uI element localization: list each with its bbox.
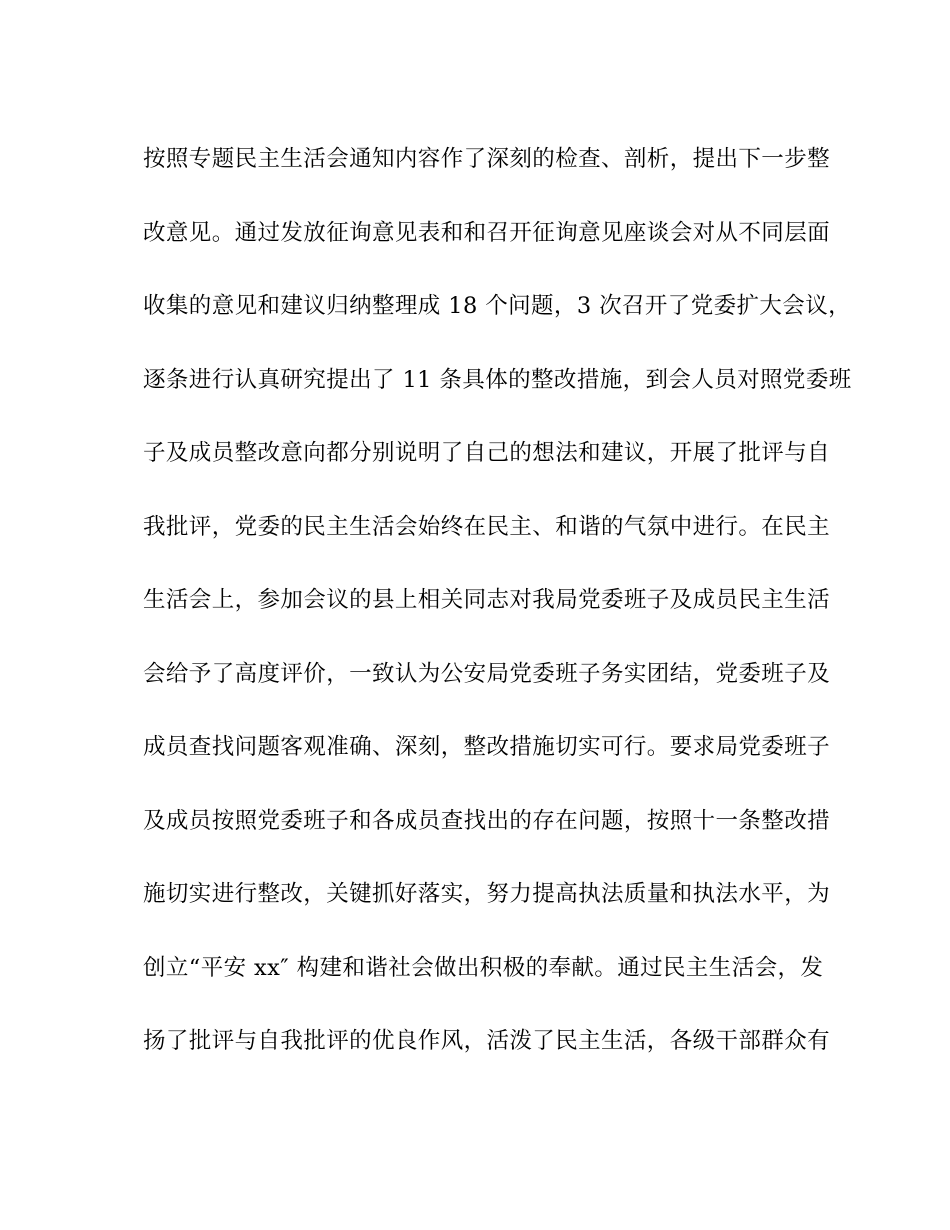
text-line: 改意见。通过发放征询意见表和和召开征询意见座谈会对从不同层面 bbox=[143, 219, 831, 246]
text-line: 创立“平安 xx″ 构建和谐社会做出积极的奉献。通过民主生活会，发 bbox=[143, 954, 824, 981]
text-line: 按照专题民主生活会通知内容作了深刻的检查、剖析，提出下一步整 bbox=[143, 146, 831, 172]
text-line: 会给予了高度评价，一致认为公安局党委班子务实团结，党委班子及 bbox=[143, 660, 831, 687]
text-line: 生活会上，参加会议的县上相关同志对我局党委班子及成员民主生活 bbox=[143, 587, 831, 613]
text-line: 施切实进行整改，关键抓好落实，努力提高执法质量和执法水平，为 bbox=[143, 881, 831, 907]
text-line: 成员查找问题客观准确、深刻，整改措施切实可行。要求局党委班子 bbox=[143, 734, 831, 760]
text-line: 收集的意见和建议归纳整理成 18 个问题，3 次召开了党委扩大会议， bbox=[143, 293, 852, 319]
text-line: 扬了批评与自我批评的优良作风，活泼了民主生活，各级干部群众有 bbox=[143, 1028, 831, 1054]
text-line: 逐条进行认真研究提出了 11 条具体的整改措施，到会人员对照党委班 bbox=[143, 366, 852, 393]
body-text bbox=[143, 139, 852, 1095]
text-line: 及成员按照党委班子和各成员查找出的存在问题，按照十一条整改措 bbox=[143, 807, 831, 834]
text-line: 我批评，党委的民主生活会始终在民主、和谐的气氛中进行。在民主 bbox=[143, 513, 831, 540]
text-line: 子及成员整改意向都分别说明了自己的想法和建议，开展了批评与自 bbox=[143, 440, 831, 466]
